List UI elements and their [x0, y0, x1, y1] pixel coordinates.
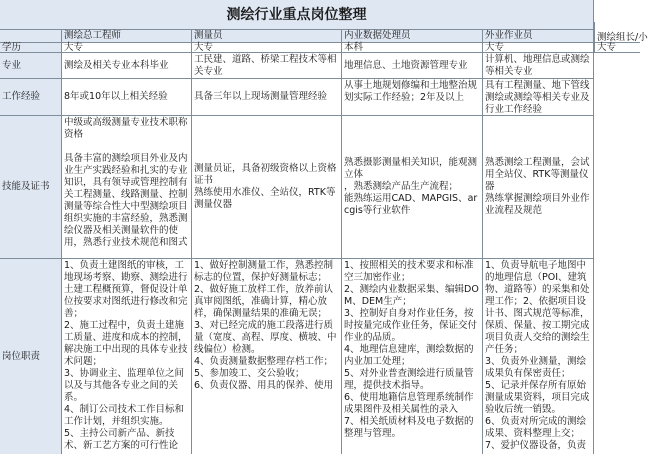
experience-cell[interactable]: 从事土地规划修编和土地整治规划实际工作经验；2年及以上 — [342, 79, 483, 116]
experience-text: 具备三年以上现场测量管理经验 — [194, 91, 328, 102]
edu-cell-extra[interactable]: 大专 — [594, 43, 640, 53]
skills-text: 测量员证，具备初级资格以上资格证书 熟练使用水准仪、全站仪，RTK等测量仪器 — [194, 163, 337, 210]
header-field-worker[interactable]: 外业作业员 — [483, 30, 594, 43]
skills-cell[interactable] — [342, 116, 483, 259]
experience-cell[interactable] — [62, 79, 192, 116]
edu-cell[interactable]: 大专 — [62, 43, 192, 53]
header-surveyor[interactable]: 测量员 — [192, 30, 342, 43]
skills-text: 熟悉测绘工程测量，会试用全站仪、RTK等测量仪器 熟练掌握测绘项目外业作业流程及规范 — [485, 157, 590, 216]
experience-cell[interactable] — [192, 79, 342, 116]
skills-text: 熟悉摄影测量相关知识，能观测立体 ，熟悉测绘产品生产流程； 能熟练运用CAD、MAPGIS、arcgis等行业软件 — [344, 157, 478, 216]
row-label-skills-text: 技能及证书 — [2, 181, 50, 192]
major-text: 地理信息、土地资源管理专业 — [344, 59, 468, 71]
major-cell[interactable] — [342, 53, 483, 79]
header-chief-engineer[interactable]: 测绘总工程师 — [62, 30, 192, 43]
edu-cell[interactable]: 大专 — [483, 43, 594, 53]
row-label-skills[interactable] — [0, 116, 62, 259]
row-label-duties[interactable] — [0, 259, 62, 454]
row-label-duties-text: 岗位职责 — [2, 350, 41, 362]
experience-text: 8年或10年以上相关经验 — [64, 91, 168, 102]
skills-cell[interactable] — [192, 116, 342, 259]
row-label-experience-text: 工作经验 — [2, 91, 41, 102]
header-data-processor[interactable]: 内业数据处理员 — [342, 30, 483, 43]
major-text: 测绘及相关专业本科毕业 — [64, 59, 169, 71]
skills-cell[interactable] — [483, 116, 594, 259]
sheet-title: 测绘行业重点岗位整理 — [0, 0, 594, 30]
duties-cell[interactable]: 1、按照相关的技术要求和标准空三加密作业； 2、测绘内业数据采集、编辑DOM、DEM生产； 3、控制好自身对作业任务，按时按量完成作业任务，保证交付作业的品质。 4、地理信息建库，测绘数据的内业加工处理； 5、对外业普查测绘进行质量管理，提供技术指导。 6、使用地籍信息管理系统制作成果图件及相关属性的录入 7、相关纸质材料及电子数据的整理与管理。 — [342, 259, 483, 454]
skills-cell[interactable]: 中级或高级测量专业技术职称资格 具备丰富的测绘项目外业及内业生产实践经验和扎实的专业知识，具有领导或管理控制有关工程测量、线路测量、控制测量等综合性大中型测绘项目组织实施的丰富经验，熟悉测绘仪器及相关测量软件的使用，熟悉行业技术规范和图式 — [62, 116, 192, 259]
duties-cell[interactable]: 1、负责导航电子地图中的地理信息（POI、建筑物、道路等）的采集和处理工作；2、依据项目设计书、图式规范等标准，保质、保量、按工期完成项目负责人交给的测绘生产任务； 3、负责外业测量，测绘成果负有保密责任； 5、记录并保存所有原始测量成果资料，项目完成验收后统一销毁。 6、负责对所完成的测绘成果、资料整理上交； 7、爱护仪器设备，负责 — [483, 259, 594, 454]
row-label-major[interactable] — [0, 53, 62, 79]
row-label-experience[interactable] — [0, 79, 62, 116]
major-cell[interactable]: 工民建、道路、桥梁工程技术等相关专业 — [192, 53, 342, 79]
major-cell[interactable]: 计算机、地理信息或测绘等相关专业 — [483, 53, 594, 79]
major-cell[interactable] — [62, 53, 192, 79]
edu-cell[interactable]: 大专 — [192, 43, 342, 53]
duties-cell[interactable]: 1、负责土建图纸的审核，工地现场考察、勘察、测绘进行土建工程概预算，督促设计单位按要求对图纸进行修改和完善； 2、施工过程中，负责土建施工质量、进度和成本的控制，解决施工中出现的具体专业技术问题； 3、协调业主、监理单位之间以及与其他各专业之间的关系。 4、制订公司技术工作目标和工作计划，并组织实施。 5、主持公司新产品、新技术、新工艺方案的可行性论 — [62, 259, 192, 454]
header-extra-column[interactable]: 测绘组长/小 — [594, 22, 640, 43]
duties-cell[interactable]: 1、做好控制测量工作，熟悉控制标志的位置，保护好测量标志； 2、做好施工放样工作，放养前认真审阅图纸，准确计算，精心放样，确保测量结果的准确无误； 3、对已经完成的施工段落进行质量（宽度、高程、厚度、横坡、中线偏位）检测。 4、负责测量数据整理存档工作； 5、参加竣工、交公验收； 6、负责仪器、用具的保养、使用 — [192, 259, 342, 454]
experience-cell[interactable]: 具有工程测量、地下管线测绘或测绘等相关专业及行业工作经验 — [483, 79, 594, 116]
row-label-education[interactable]: 学历 — [0, 43, 62, 53]
edu-cell[interactable]: 本科 — [342, 43, 483, 53]
row-label-major-text: 专业 — [2, 59, 22, 71]
